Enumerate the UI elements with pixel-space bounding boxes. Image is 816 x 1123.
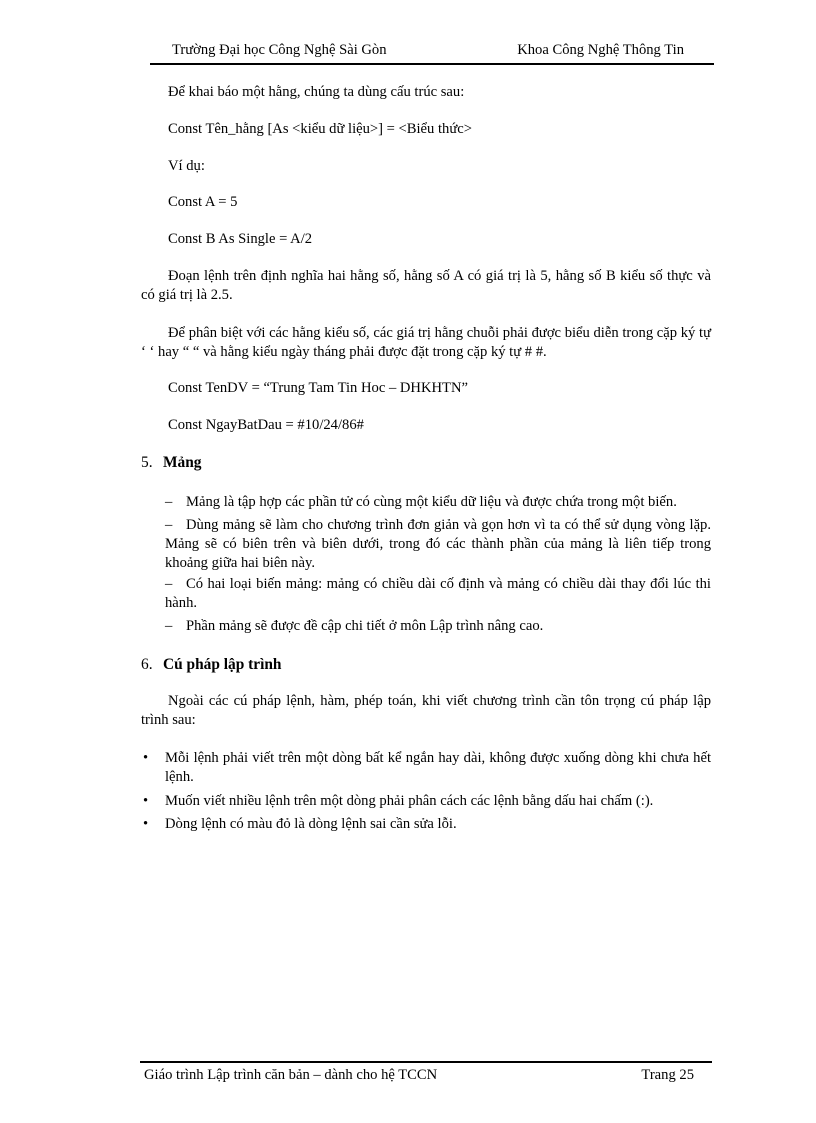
syntax-rule-item — [141, 749, 711, 787]
syntax-rule-item — [141, 792, 711, 811]
array-item — [165, 575, 711, 613]
header-school: Trường Đại học Công Nghệ Sài Gòn — [172, 42, 387, 58]
dash-marker: – — [165, 517, 173, 533]
paragraph-1: Đoạn lệnh trên định nghĩa hai hằng số, hằng số A có giá trị là 5, hằng số B kiểu số thực và có giá trị là 2.5. — [141, 268, 711, 303]
code-line-2: Const B As Single = A/2 — [168, 231, 313, 247]
syntax-rule-text: Muốn viết nhiều lệnh trên một dòng phải phân cách các lệnh bằng dấu hai chấm (:). — [165, 793, 654, 809]
syntax-rule-item — [141, 815, 711, 834]
footer-book-title: Giáo trình Lập trình căn bản – dành cho hệ TCCN — [144, 1067, 438, 1083]
bullet-marker: • — [143, 750, 149, 766]
page-header — [150, 40, 714, 65]
dash-marker: – — [165, 494, 173, 510]
bullet-marker: • — [143, 793, 149, 809]
code-line-4: Const NgayBatDau = #10/24/86# — [168, 417, 364, 433]
section-6-title: Cú pháp lập trình — [163, 656, 282, 673]
array-item-text: Dùng mảng sẽ làm cho chương trình đơn giản và gọn hơn vì ta có thể sử dụng vòng lặp. Mảng sẽ có biên trên và biên dưới, trong đó các thành phần của mảng là liên tiếp trong khoảng giữa hai biên này. — [165, 517, 711, 571]
header-faculty: Khoa Công Nghệ Thông Tin — [517, 42, 684, 58]
array-item-text: Có hai loại biến mảng: mảng có chiều dài cố định và mảng có chiều dài thay đổi lúc thi hành. — [165, 576, 711, 611]
code-line-3: Const TenDV = “Trung Tam Tin Hoc – DHKHTN” — [168, 380, 468, 396]
code-line-1: Const A = 5 — [168, 194, 238, 210]
array-item-text: Phần mảng sẽ được đề cập chi tiết ở môn Lập trình nâng cao. — [186, 618, 544, 634]
section-6-heading — [141, 656, 281, 674]
dash-marker: – — [165, 618, 173, 634]
syntax-rule-text: Dòng lệnh có màu đỏ là dòng lệnh sai cần sửa lỗi. — [165, 816, 457, 832]
array-item-text: Mảng là tập hợp các phần tử có cùng một kiểu dữ liệu và được chứa trong một biến. — [186, 494, 677, 510]
dash-marker: – — [165, 576, 173, 592]
section-5-title: Mảng — [163, 454, 202, 471]
section-6-number: 6. — [141, 656, 153, 673]
page-footer — [140, 1061, 712, 1089]
paragraph-2: Để phân biệt với các hằng kiểu số, các giá trị hằng chuỗi phải được biểu diễn trong cặp ký tự ‘ ‘ hay “ “ và hằng kiểu ngày tháng phải được đặt trong cặp ký tự # #. — [141, 325, 711, 360]
array-item — [165, 493, 711, 512]
section-5-heading — [141, 454, 201, 472]
bullet-marker: • — [143, 816, 149, 832]
example-label: Ví dụ: — [168, 158, 205, 174]
syntax-rule-text: Mỗi lệnh phải viết trên một dòng bất kể ngắn hay dài, không được xuống dòng khi chưa hết lệnh. — [165, 750, 711, 785]
array-item — [165, 516, 711, 573]
const-syntax: Const Tên_hằng [As <kiểu dữ liệu>] = <Biểu thức> — [168, 121, 472, 137]
section-6-intro: Ngoài các cú pháp lệnh, hàm, phép toán, khi viết chương trình cần tôn trọng cú pháp lập trình sau: — [141, 693, 711, 728]
page-number: Trang 25 — [641, 1067, 694, 1083]
section-5-number: 5. — [141, 454, 153, 471]
array-item — [165, 617, 711, 636]
intro-text: Để khai báo một hằng, chúng ta dùng cấu trúc sau: — [168, 84, 465, 100]
